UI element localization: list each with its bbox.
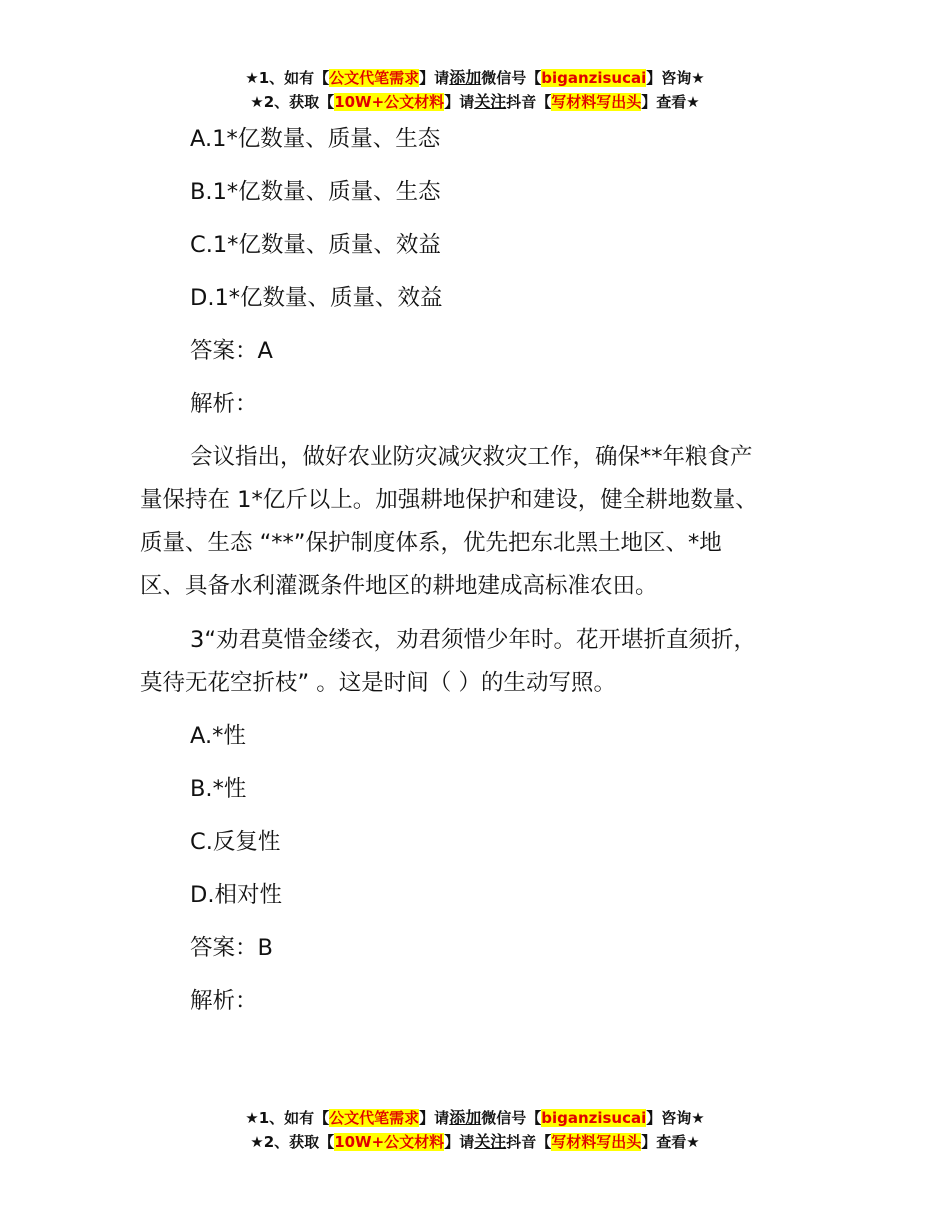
q3-stem-line-1: 3“劝君莫惜金缕衣，劝君须惜少年时。花开堪折直须折，	[190, 627, 756, 653]
q2-analysis-line-2: 量保持在 1*亿斤以上。加强耕地保护和建设，健全耕地数量、	[140, 487, 758, 513]
footer-line-2-text: 】请	[444, 1133, 475, 1151]
q3-option-a: A.*性	[190, 723, 246, 749]
q2-option-a: A.1*亿数量、质量、生态	[190, 126, 441, 152]
header-line-2-suffix: 】查看★	[641, 93, 700, 111]
q3-option-d: D.相对性	[190, 882, 282, 908]
header-highlight-materials: 10W+公文材料	[334, 93, 445, 111]
footer-line-1-text-2: 微信号【	[481, 1109, 542, 1127]
footer-highlight-writing-service: 公文代笔需求	[329, 1109, 420, 1127]
header-banner	[0, 66, 950, 114]
q2-analysis-label: 解析：	[190, 391, 258, 417]
header-line-2-prefix: ★2、获取【	[250, 93, 335, 111]
q2-analysis-line-1: 会议指出，做好农业防灾减灾救灾工作，确保**年粮食产	[190, 444, 753, 470]
q2-option-c: C.1*亿数量、质量、效益	[190, 232, 441, 258]
header-line-1-prefix: ★1、如有【	[245, 69, 330, 87]
q3-stem-line-2: 莫待无花空折枝” 。这是时间（ ）的生动写照。	[140, 670, 616, 696]
q2-option-b: B.1*亿数量、质量、生态	[190, 179, 441, 205]
footer-highlight-wechat-id: biganzisucai	[541, 1109, 647, 1127]
header-line-1-suffix: 】咨询★	[646, 69, 705, 87]
footer-line-1-suffix: 】咨询★	[646, 1109, 705, 1127]
footer-highlight-materials: 10W+公文材料	[334, 1133, 445, 1151]
q3-option-c: C.反复性	[190, 829, 281, 855]
footer-line-2	[0, 1130, 950, 1154]
footer-line-1	[0, 1106, 950, 1130]
header-line-1	[0, 66, 950, 90]
header-line-1-text-2: 微信号【	[481, 69, 542, 87]
header-line-2-text: 】请	[444, 93, 475, 111]
header-underline-follow: 关注	[474, 92, 507, 111]
q2-option-d: D.1*亿数量、质量、效益	[190, 285, 443, 311]
footer-underline-add: 添加	[449, 1108, 482, 1127]
footer-line-2-prefix: ★2、获取【	[250, 1133, 335, 1151]
header-highlight-douyin-account: 写材料写出头	[551, 93, 642, 111]
footer-underline-follow: 关注	[474, 1132, 507, 1151]
q2-analysis-line-3: 质量、生态 “**”保护制度体系，优先把东北黑土地区、*地	[140, 530, 722, 556]
header-highlight-wechat-id: biganzisucai	[541, 69, 647, 87]
q3-option-b: B.*性	[190, 776, 247, 802]
q3-answer: 答案：B	[190, 935, 273, 961]
q3-analysis-label: 解析：	[190, 988, 258, 1014]
header-underline-add: 添加	[449, 68, 482, 87]
footer-line-1-prefix: ★1、如有【	[245, 1109, 330, 1127]
footer-line-2-text-2: 抖音【	[506, 1133, 552, 1151]
header-line-2-text-2: 抖音【	[506, 93, 552, 111]
header-line-1-text: 】请	[419, 69, 450, 87]
q2-analysis-line-4: 区、具备水利灌溉条件地区的耕地建成高标准农田。	[140, 573, 658, 599]
header-highlight-writing-service: 公文代笔需求	[329, 69, 420, 87]
footer-line-1-text: 】请	[419, 1109, 450, 1127]
footer-banner	[0, 1106, 950, 1154]
footer-highlight-douyin-account: 写材料写出头	[551, 1133, 642, 1151]
header-line-2	[0, 90, 950, 114]
q2-answer: 答案：A	[190, 338, 273, 364]
footer-line-2-suffix: 】查看★	[641, 1133, 700, 1151]
